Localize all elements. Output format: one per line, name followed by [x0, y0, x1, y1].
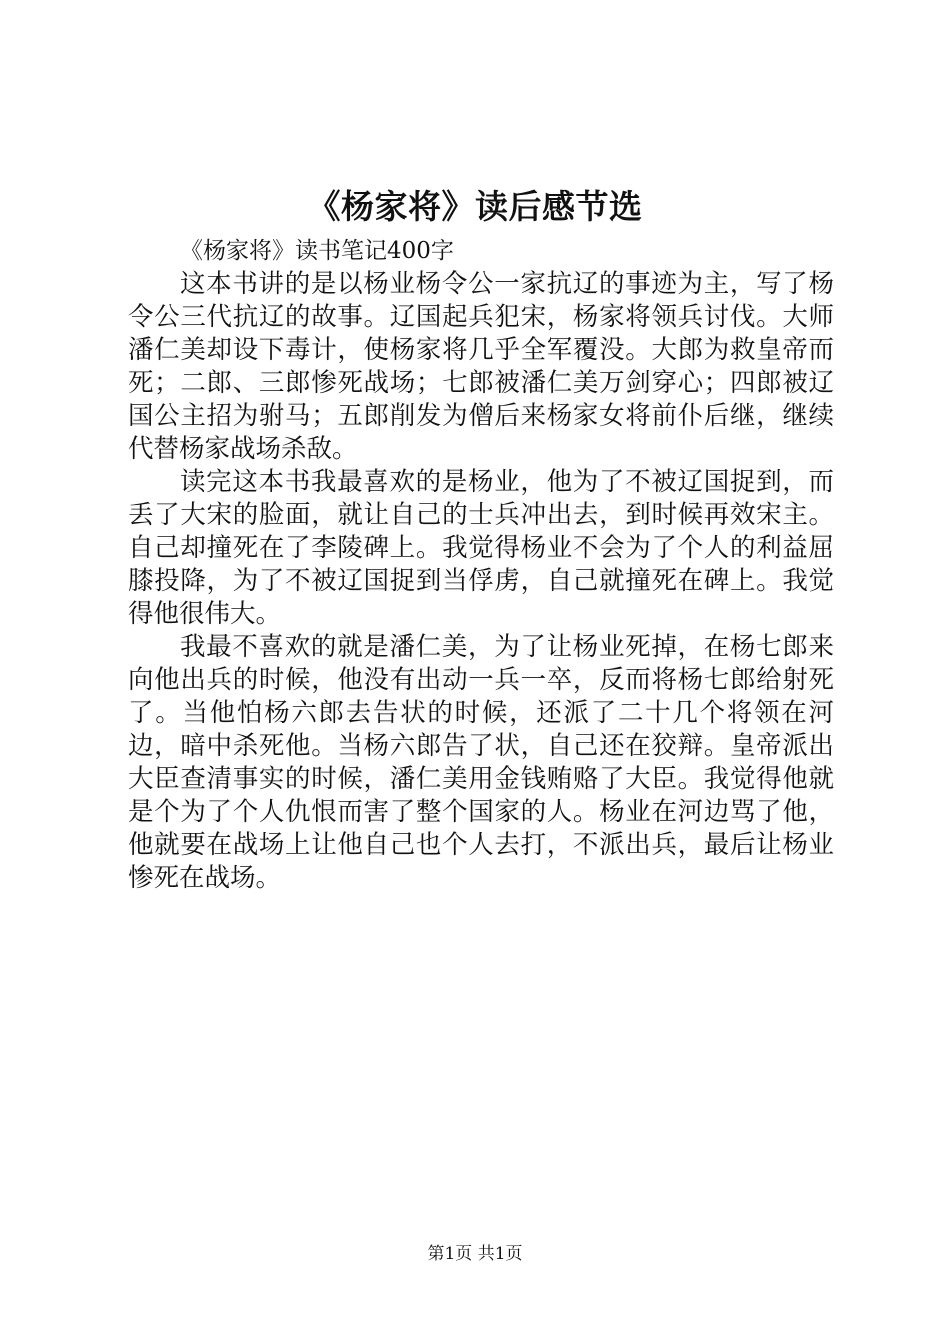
paragraph-3: 我最不喜欢的就是潘仁美，为了让杨业死掉，在杨七郎来向他出兵的时候，他没有出动一兵一卒，反而将杨七郎给射死了。当他怕杨六郎去告状的时候，还派了二十几个将领在河边，暗中杀死他。当杨六郎告了状，自己还在狡辩。皇帝派出大臣查清事实的时候，潘仁美用金钱贿赂了大臣。我觉得他就是个为了个人仇恨而害了整个国家的人。杨业在河边骂了他，他就要在战场上让他自己也个人去打，不派出兵，最后让杨业惨死在战场。 [128, 632, 834, 893]
document-body [128, 235, 834, 895]
document-subtitle: 《杨家将》读书笔记400字 [180, 238, 454, 264]
paragraph-1: 这本书讲的是以杨业杨令公一家抗辽的事迹为主，写了杨令公三代抗辽的故事。辽国起兵犯宋，杨家将领兵讨伐。大师潘仁美却设下毒计，使杨家将几乎全军覆没。大郎为救皇帝而死；二郎、三郎惨死战场；七郎被潘仁美万剑穿心；四郎被辽国公主招为驸马；五郎削发为僧后来杨家女将前仆后继，继续代替杨家战场杀敌。 [128, 269, 834, 464]
paragraph-2: 读完这本书我最喜欢的是杨业，他为了不被辽国捉到，而丢了大宋的脸面，就让自己的士兵冲出去，到时候再效宋主。自己却撞死在了李陵碑上。我觉得杨业不会为了个人的利益屈膝投降，为了不被辽国捉到当俘虏，自己就撞死在碑上。我觉得他很伟大。 [128, 467, 834, 629]
page-footer: 第1页 共1页 [427, 1244, 523, 1264]
document-title: 《杨家将》读后感节选 [307, 187, 643, 226]
